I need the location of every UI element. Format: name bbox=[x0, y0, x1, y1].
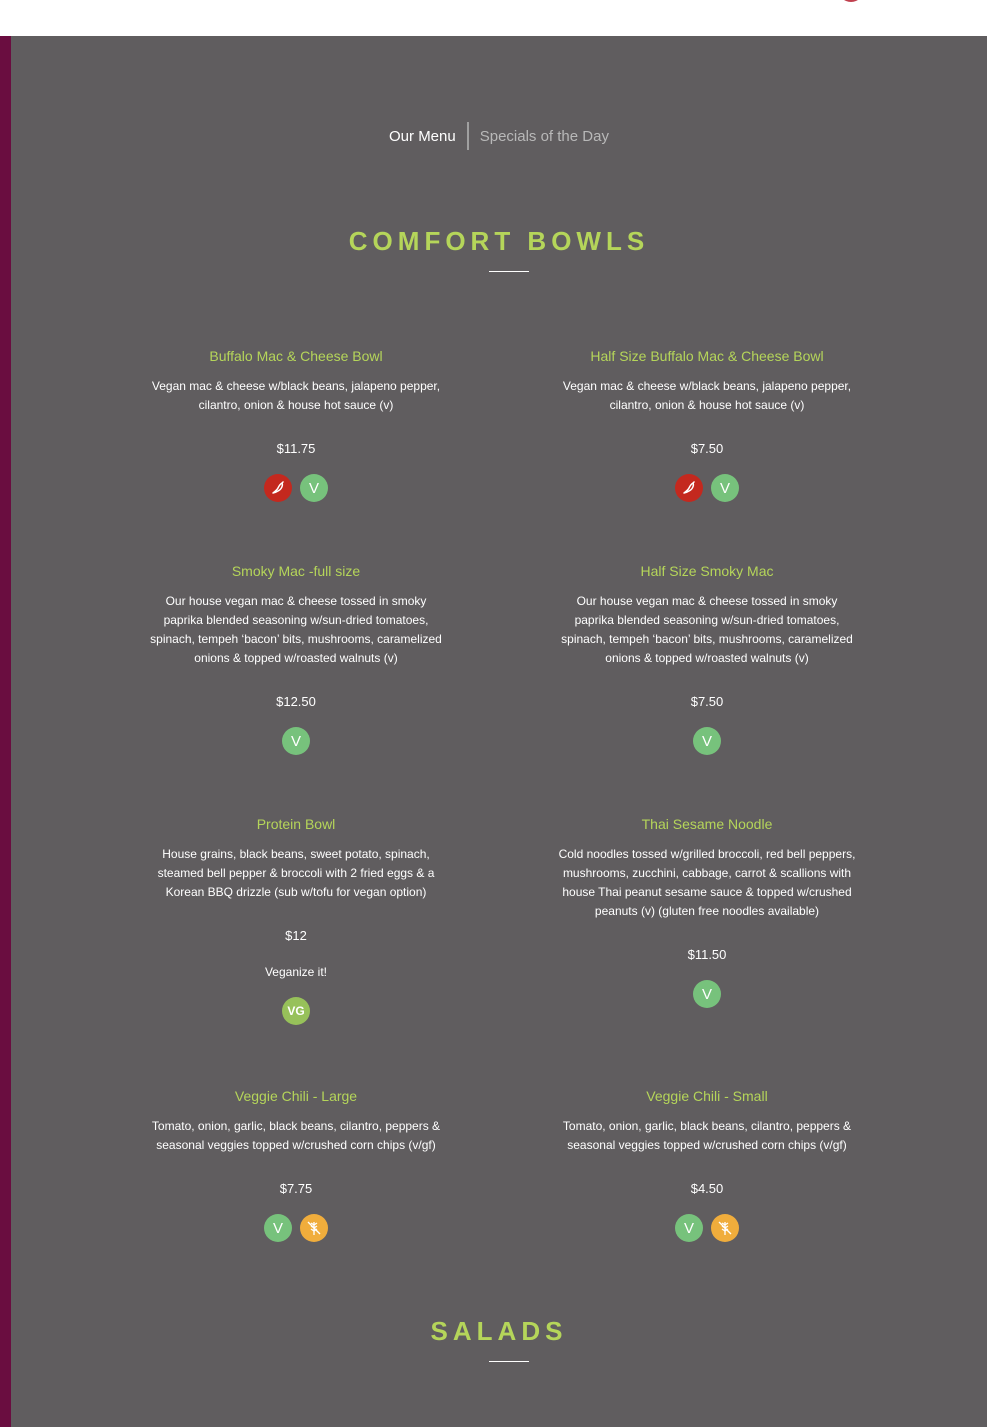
side-accent-stripe bbox=[0, 36, 11, 1427]
vegan-icon: V bbox=[300, 474, 328, 502]
vegan-icon: V bbox=[282, 727, 310, 755]
veganizable-icon: VG bbox=[282, 997, 310, 1025]
tab-our-menu[interactable]: Our Menu bbox=[389, 127, 456, 145]
menu-item bbox=[136, 815, 456, 1025]
section-divider bbox=[489, 1361, 529, 1362]
logo-icon[interactable] bbox=[838, 0, 864, 2]
gluten-free-icon bbox=[711, 1214, 739, 1242]
menu-main bbox=[11, 36, 987, 1427]
menu-item-price: $4.50 bbox=[690, 1181, 724, 1196]
menu-item-description: Vegan mac & cheese w/black beans, jalapeno pepper, cilantro, onion & house hot sauce (v) bbox=[151, 379, 441, 412]
menu-item bbox=[136, 562, 456, 755]
dietary-badges bbox=[136, 727, 456, 755]
menu-item-price: $7.50 bbox=[690, 694, 724, 709]
spicy-icon bbox=[675, 474, 703, 502]
tab-specials-of-the-day[interactable]: Specials of the Day bbox=[479, 127, 609, 145]
vegan-icon: V bbox=[264, 1214, 292, 1242]
tab-divider bbox=[467, 122, 469, 150]
dietary-badges bbox=[136, 1214, 456, 1242]
menu-item-price: $11.75 bbox=[276, 441, 316, 456]
vegan-icon: V bbox=[693, 727, 721, 755]
menu-item-name: Buffalo Mac & Cheese Bowl bbox=[209, 348, 383, 364]
vegan-icon: V bbox=[711, 474, 739, 502]
menu-item-name: Smoky Mac -full size bbox=[231, 563, 361, 579]
gluten-free-icon bbox=[300, 1214, 328, 1242]
menu-item bbox=[136, 347, 456, 502]
menu-item-price: $7.50 bbox=[690, 441, 724, 456]
top-header-bar bbox=[0, 0, 987, 36]
menu-item bbox=[547, 347, 867, 502]
menu-item-price: $11.50 bbox=[687, 947, 727, 962]
menu-item-description: Vegan mac & cheese w/black beans, jalapeno pepper, cilantro, onion & house hot sauce (v) bbox=[562, 379, 852, 412]
menu-item-price: $12 bbox=[285, 928, 307, 943]
dietary-badges bbox=[547, 1214, 867, 1242]
section-divider bbox=[489, 271, 529, 272]
menu-item-name: Veggie Chili - Large bbox=[234, 1088, 358, 1104]
spicy-icon bbox=[264, 474, 292, 502]
menu-item-description: Our house vegan mac & cheese tossed in smoky paprika blended seasoning w/sun-dried tomatoes, spinach, tempeh ‘bacon’ bits, mushrooms, caramelized onions & topped w/roasted walnuts (v) bbox=[561, 594, 853, 665]
menu-item bbox=[547, 1087, 867, 1242]
section-title-salads: SALADS bbox=[430, 1316, 568, 1346]
dietary-badges bbox=[136, 997, 456, 1025]
menu-tabs bbox=[11, 121, 987, 151]
menu-item-price: $12.50 bbox=[276, 694, 316, 709]
dietary-badges bbox=[547, 474, 867, 502]
dietary-badges bbox=[547, 980, 867, 1008]
menu-item bbox=[547, 815, 867, 1008]
menu-item-name: Half Size Buffalo Mac & Cheese Bowl bbox=[590, 348, 824, 364]
section-title-comfort-bowls: COMFORT BOWLS bbox=[348, 226, 650, 256]
menu-item-name: Protein Bowl bbox=[256, 816, 336, 832]
menu-item bbox=[136, 1087, 456, 1242]
menu-item-name: Thai Sesame Noodle bbox=[641, 816, 773, 832]
menu-item-description: Tomato, onion, garlic, black beans, cilantro, peppers & seasonal veggies topped w/crushed corn chips (v/gf) bbox=[151, 1119, 441, 1152]
menu-item-note: Veganize it! bbox=[264, 965, 328, 979]
vegan-icon: V bbox=[693, 980, 721, 1008]
vegan-icon: V bbox=[675, 1214, 703, 1242]
menu-item-name: Veggie Chili - Small bbox=[646, 1088, 768, 1104]
menu-item-description: Cold noodles tossed w/grilled broccoli, red bell peppers, mushrooms, zucchini, cabbage, carrot & scallions with house Thai peanut sesame sauce & topped w/crushed peanuts (v) (gluten free noodles available) bbox=[558, 847, 856, 918]
menu-item-description: Tomato, onion, garlic, black beans, cilantro, peppers & seasonal veggies topped w/crushed corn chips (v/gf) bbox=[562, 1119, 852, 1152]
dietary-badges bbox=[547, 727, 867, 755]
dietary-badges bbox=[136, 474, 456, 502]
menu-item-price: $7.75 bbox=[279, 1181, 313, 1196]
menu-item-description: Our house vegan mac & cheese tossed in smoky paprika blended seasoning w/sun-dried tomatoes, spinach, tempeh ‘bacon’ bits, mushrooms, caramelized onions & topped w/roasted walnuts (v) bbox=[150, 594, 442, 665]
menu-item bbox=[547, 562, 867, 755]
menu-item-name: Half Size Smoky Mac bbox=[640, 563, 774, 579]
menu-item-description: House grains, black beans, sweet potato, spinach, steamed bell pepper & broccoli with 2 fried eggs & a Korean BBQ drizzle (sub w/tofu for vegan option) bbox=[157, 847, 435, 899]
